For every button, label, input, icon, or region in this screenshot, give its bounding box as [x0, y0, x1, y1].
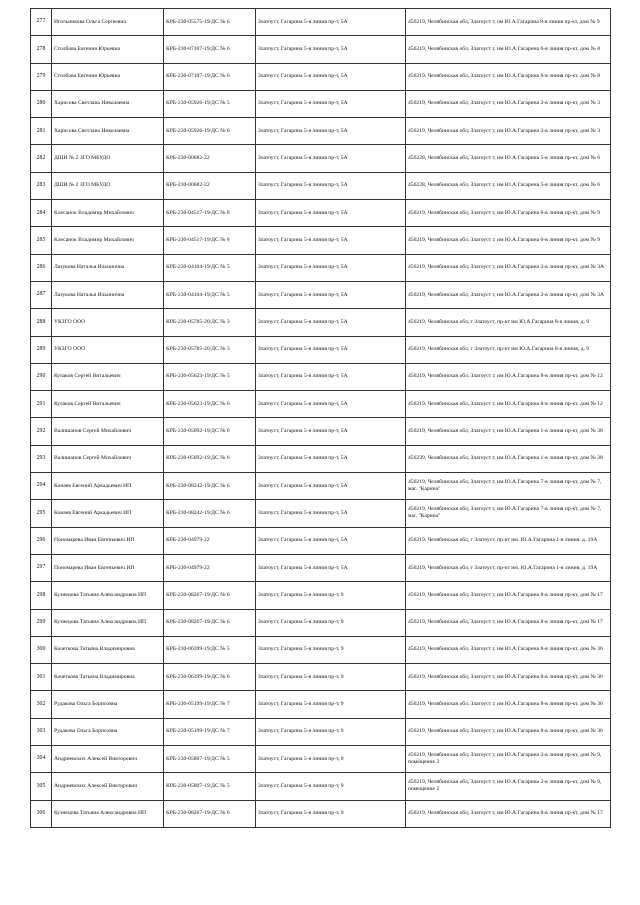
object-address: Златоуст, Гагарина 5-я линия пр-т, 5А: [256, 554, 406, 581]
contract-number: КРБ-230-05926-19/ДС № 6: [164, 118, 256, 145]
object-address: Златоуст, Гагарина 5-я линия пр-т, 9: [256, 691, 406, 718]
table-row: [31, 145, 611, 172]
row-number: 288: [31, 309, 52, 336]
contract-number: КРБ-230-05807-19/ДС № 5: [164, 773, 256, 800]
row-number: 286: [31, 254, 52, 281]
postal-address: 456219, Челябинская обл, Златоуст г, им Ю.А.Гагарина 6-я линия пр-кт, дом № 9: [406, 227, 611, 254]
contract-number: КРБ-230-08242-19/ДС № 6: [164, 500, 256, 527]
object-address: Златоуст, Гагарина 5-я линия пр-т, 5А: [256, 391, 406, 418]
subscriber-name: Пономарева Иван Евгеньевич ИП: [52, 527, 164, 554]
object-address: Златоуст, Гагарина 5-я линия пр-т, 5А: [256, 309, 406, 336]
postal-address: 456219, Челябинская обл, Златоуст г, им Ю.А.Гагарина 8-я линия пр-кт, дом № 12: [406, 363, 611, 390]
contract-number: КРБ-230-05785-20/ДС № 3: [164, 336, 256, 363]
object-address: Златоуст, Гагарина 5-я линия пр-т, 5А: [256, 227, 406, 254]
contract-number: КРБ-230-04979-22: [164, 554, 256, 581]
object-address: Златоуст, Гагарина 5-я линия пр-т, 9: [256, 664, 406, 691]
subscriber-name: УКЗГО ООО: [52, 309, 164, 336]
subscriber-name: Рудакова Ольга Борисовна: [52, 691, 164, 718]
subscriber-name: Кочеткова Татьяна Владимировна: [52, 664, 164, 691]
contract-number: КРБ-230-08267-19/ДС № 6: [164, 609, 256, 636]
postal-address: 456219, Челябинская обл, Златоуст г, им Ю.А.Гагарина 8-я линия пр-кт, дом № 17: [406, 582, 611, 609]
object-address: Златоуст, Гагарина 5-я линия пр-т, 9: [256, 800, 406, 827]
object-address: Златоуст, Гагарина 5-я линия пр-т, 9: [256, 718, 406, 745]
subscriber-name: Кочеткова Татьяна Владимировна: [52, 636, 164, 663]
postal-address: 456219, Челябинская обл, Златоуст г, им Ю.А.Гагарина 8-я линия пр-кт, дом № 36: [406, 691, 611, 718]
row-number: 305: [31, 773, 52, 800]
object-address: Златоуст, Гагарина 5-я линия пр-т, 5А: [256, 9, 406, 36]
object-address: Златоуст, Гагарина 5-я линия пр-т, 5А: [256, 363, 406, 390]
subscriber-name: Рудакова Ольга Борисовна: [52, 718, 164, 745]
subscriber-name: Кузнецова Татьяна Александровна ИП: [52, 582, 164, 609]
object-address: Златоуст, Гагарина 5-я линия пр-т, 9: [256, 609, 406, 636]
postal-address: 456219, Челябинская обл, Златоуст г, им Ю.А.Гагарина 6-я линия пр-кт, дом № 8: [406, 63, 611, 90]
table-row: [31, 691, 611, 718]
postal-address: 456239, Челябинская обл, Златоуст г, им Ю.А.Гагарина 1-я линия пр-кт, дом № 38: [406, 445, 611, 472]
contract-number: КРБ-230-08267-19/ДС № 6: [164, 582, 256, 609]
row-number: 280: [31, 90, 52, 117]
contract-number: КРБ-230-00682-22: [164, 145, 256, 172]
postal-address: 456219, Челябинская обл, Златоуст г, им Ю.А.Гагарина 8-я линия пр-кт, дом № 36: [406, 664, 611, 691]
postal-address: 456228, Челябинская обл, Златоуст г, им Ю.А.Гагарина 5-я линия пр-кт, дом № 6: [406, 145, 611, 172]
subscriber-name: Андриевских Алексей Викторович: [52, 773, 164, 800]
object-address: Златоуст, Гагарина 5-я линия пр-т, 9: [256, 636, 406, 663]
contract-number: КРБ-230-04979-22: [164, 527, 256, 554]
subscriber-name: Кузнецова Татьяна Александровна ИП: [52, 800, 164, 827]
table-row: [31, 391, 611, 418]
subscriber-name: Конаев Евгений Аркадьевич ИП: [52, 500, 164, 527]
postal-address: 456219, Челябинская обл, Златоуст г, им Ю.А.Гагарина 7-я линия пр-кт, дом № 7, маг. "Карина": [406, 473, 611, 500]
row-number: 294: [31, 473, 52, 500]
subscriber-name: Пономарева Иван Евгеньевич ИП: [52, 554, 164, 581]
postal-address: 456219, Челябинская обл, г Златоуст, пр-кт им Ю.А.Гагарина 8-я линия, д. 9: [406, 336, 611, 363]
postal-address: 456219, Челябинская обл, Златоуст г, им Ю.А.Гагарина 2-я линия пр-кт, дом № 3А: [406, 281, 611, 308]
contract-number: КРБ-230-07107-19/ДС № 6: [164, 36, 256, 63]
registry-rows: [31, 9, 611, 828]
row-number: 277: [31, 9, 52, 36]
row-number: 284: [31, 200, 52, 227]
contract-number: КРБ-230-05575-19/ДС № 6: [164, 9, 256, 36]
postal-address: 456219, Челябинская обл, Златоуст г, им Ю.А.Гагарина 8-я линия пр-кт, дом № 36: [406, 718, 611, 745]
table-row: [31, 418, 611, 445]
row-number: 297: [31, 554, 52, 581]
object-address: Златоуст, Гагарина 5-я линия пр-т, 5А: [256, 418, 406, 445]
postal-address: 456219, Челябинская обл, Златоуст г, им Ю.А.Гагарина 7-я линия пр-кт, дом № 7, маг. "Карина": [406, 500, 611, 527]
postal-address: 456219, Челябинская обл, Златоуст г, им Ю.А.Гагарина 8-я линия пр-кт, дом № 17: [406, 800, 611, 827]
table-row: [31, 636, 611, 663]
table-row: [31, 227, 611, 254]
table-row: [31, 800, 611, 827]
postal-address: 456219, Челябинская обл, г Златоуст, пр-кт им. Ю.А.Гагарина 1-я линия, д. 19А: [406, 554, 611, 581]
contract-number: КРБ-230-05807-19/ДС № 5: [164, 746, 256, 773]
row-number: 289: [31, 336, 52, 363]
row-number: 302: [31, 691, 52, 718]
table-row: [31, 445, 611, 472]
contract-number: КРБ-230-06399-19/ДС № 5: [164, 636, 256, 663]
table-row: [31, 746, 611, 773]
subscriber-name: Столбова Евгения Юрьевна: [52, 63, 164, 90]
row-number: 293: [31, 445, 52, 472]
table-row: [31, 554, 611, 581]
table-row: [31, 500, 611, 527]
table-row: [31, 336, 611, 363]
postal-address: 456219, Челябинская обл, Златоуст г, им Ю.А.Гагарина 2-я линия пр-кт, дом № 3: [406, 90, 611, 117]
row-number: 287: [31, 281, 52, 308]
table-row: [31, 363, 611, 390]
table-row: [31, 664, 611, 691]
table-row: [31, 200, 611, 227]
postal-address: 456228, Челябинская обл, Златоуст г, им Ю.А.Гагарина 5-я линия пр-кт, дом № 6: [406, 172, 611, 199]
table-row: [31, 254, 611, 281]
row-number: 292: [31, 418, 52, 445]
row-number: 291: [31, 391, 52, 418]
table-row: [31, 773, 611, 800]
object-address: Златоуст, Гагарина 5-я линия пр-т, 9: [256, 746, 406, 773]
postal-address: 456219, Челябинская обл, Златоуст г, им Ю.А.Гагарина 2-я линия пр-кт, дом № 9, помещение 2: [406, 746, 611, 773]
row-number: 303: [31, 718, 52, 745]
table-row: [31, 527, 611, 554]
row-number: 281: [31, 118, 52, 145]
contract-number: КРБ-230-04104-19/ДС № 5: [164, 281, 256, 308]
row-number: 290: [31, 363, 52, 390]
table-row: [31, 9, 611, 36]
row-number: 278: [31, 36, 52, 63]
contract-number: КРБ-230-05199-19/ДС № 7: [164, 691, 256, 718]
subscriber-name: Лазукова Наталья Ильинична: [52, 281, 164, 308]
contract-number: КРБ-230-04517-19/ДС № 8: [164, 200, 256, 227]
contract-number: КРБ-230-05692-19/ДС № 6: [164, 445, 256, 472]
postal-address: 456219, Челябинская обл, Златоуст г, им Ю.А.Гагарина 2-я линия пр-кт, дом № 9, помещение 2: [406, 773, 611, 800]
table-row: [31, 473, 611, 500]
subscriber-name: Валишанов Сергей Михайлович: [52, 418, 164, 445]
object-address: Златоуст, Гагарина 5-я линия пр-т, 5А: [256, 90, 406, 117]
row-number: 298: [31, 582, 52, 609]
table-row: [31, 118, 611, 145]
subscriber-name: Кулаков Сергей Витальевич: [52, 363, 164, 390]
contract-number: КРБ-230-05199-19/ДС № 7: [164, 718, 256, 745]
contract-number: КРБ-230-04517-19/ДС № 8: [164, 227, 256, 254]
table-row: [31, 172, 611, 199]
postal-address: 456219, Челябинская обл, Златоуст г, им Ю.А.Гагарина 8-я линия пр-кт, дом № 12: [406, 391, 611, 418]
object-address: Златоуст, Гагарина 5-я линия пр-т, 5А: [256, 36, 406, 63]
contract-number: КРБ-230-07107-19/ДС № 6: [164, 63, 256, 90]
contract-number: КРБ-230-00682-22: [164, 172, 256, 199]
row-number: 283: [31, 172, 52, 199]
contract-number: КРБ-230-06399-19/ДС № 6: [164, 664, 256, 691]
postal-address: 456219, Челябинская обл, г Златоуст, пр-кт им Ю.А.Гагарина 8-я линия, д. 9: [406, 309, 611, 336]
object-address: Златоуст, Гагарина 5-я линия пр-т, 5А: [256, 172, 406, 199]
row-number: 285: [31, 227, 52, 254]
table-row: [31, 718, 611, 745]
postal-address: 456219, Челябинская обл, Златоуст г, ом Ю.А.Гагарина 8-я линия пр-кт, дом № 9: [406, 9, 611, 36]
contract-number: КРБ-230-04104-19/ДС № 5: [164, 254, 256, 281]
table-row: [31, 63, 611, 90]
subscriber-name: Кузнецова Татьяна Александровна ИП: [52, 609, 164, 636]
subscriber-name: Клесанок Владимир Михайлович: [52, 227, 164, 254]
postal-address: 456219, Челябинская обл, Златоуст г, им Ю.А.Гагарина 1-я линия пр-кт, дом № 38: [406, 418, 611, 445]
contract-number: КРБ-230-08242-19/ДС № 6: [164, 473, 256, 500]
contract-number: КРБ-230-05623-19/ДС № 5: [164, 363, 256, 390]
contract-number: КРБ-230-05692-19/ДС № 6: [164, 418, 256, 445]
table-row: [31, 309, 611, 336]
object-address: Златоуст, Гагарина 5-я линия пр-т, 5А: [256, 118, 406, 145]
registry-table: [30, 8, 611, 828]
object-address: Златоуст, Гагарина 5-я линия пр-т, 9: [256, 773, 406, 800]
row-number: 296: [31, 527, 52, 554]
row-number: 299: [31, 609, 52, 636]
contract-number: КРБ-230-05785-20/ДС № 3: [164, 309, 256, 336]
subscriber-name: Андриевских Алексей Викторович: [52, 746, 164, 773]
contract-number: КРБ-230-05926-19/ДС № 5: [164, 90, 256, 117]
table-row: [31, 36, 611, 63]
postal-address: 456219, Челябинская обл, Златоуст г, им Ю.А.Гагарина 2-я линия пр-кт, дом № 3: [406, 118, 611, 145]
subscriber-name: ДШИ № 2 ЗГО МБУДО: [52, 145, 164, 172]
subscriber-name: Харисова Светлана Николаевна: [52, 118, 164, 145]
postal-address: 456219, Челябинская обл, Златоуст г, им Ю.А.Гагарина 2-я линия пр-кт, дом № 3А: [406, 254, 611, 281]
subscriber-name: Кулаков Сергей Витальевич: [52, 391, 164, 418]
table-row: [31, 90, 611, 117]
object-address: Златоуст, Гагарина 5-я линия пр-т, 5А: [256, 254, 406, 281]
postal-address: 456219, Челябинская обл, г Златоуст, пр-кт им. Ю.А.Гагарина 1-я линия, д. 19А: [406, 527, 611, 554]
object-address: Златоуст, Гагарина 5-я линия пр-т, 5А: [256, 527, 406, 554]
row-number: 279: [31, 63, 52, 90]
postal-address: 456219, Челябинская обл, Златоуст г, им Ю.А.Гагарина 6-я линия пр-кт, дом № 9: [406, 200, 611, 227]
subscriber-name: Харисова Светлана Николаевна: [52, 90, 164, 117]
object-address: Златоуст, Гагарина 5-я линия пр-т, 5А: [256, 445, 406, 472]
object-address: Златоуст, Гагарина 5-я линия пр-т, 5А: [256, 281, 406, 308]
postal-address: 456219, Челябинская обл, Златоуст г, им Ю.А.Гагарина 6-я линия пр-кт, дом № 8: [406, 36, 611, 63]
object-address: Златоуст, Гагарина 5-я линия пр-т, 5А: [256, 145, 406, 172]
table-row: [31, 582, 611, 609]
subscriber-name: Валишанов Сергей Михайлович: [52, 445, 164, 472]
row-number: 295: [31, 500, 52, 527]
object-address: Златоуст, Гагарина 5-я линия пр-т, 5А: [256, 336, 406, 363]
row-number: 304: [31, 746, 52, 773]
postal-address: 456219, Челябинская обл, Златоуст г, им Ю.А.Гагарина 8-я линия пр-кт, дом № 36: [406, 636, 611, 663]
subscriber-name: ДШИ № 2 ЗГО МБУДО: [52, 172, 164, 199]
contract-number: КРБ-230-05623-19/ДС № 6: [164, 391, 256, 418]
row-number: 300: [31, 636, 52, 663]
object-address: Златоуст, Гагарина 5-я линия пр-т, 9: [256, 582, 406, 609]
object-address: Златоуст, Гагарина 5-я линия пр-т, 5А: [256, 63, 406, 90]
subscriber-name: Клесанок Владимир Михайлович: [52, 200, 164, 227]
table-row: [31, 281, 611, 308]
subscriber-name: УКЗГО ООО: [52, 336, 164, 363]
table-row: [31, 609, 611, 636]
postal-address: 456219, Челябинская обл, Златоуст г, им Ю.А.Гагарина 8-я линия пр-кт, дом № 17: [406, 609, 611, 636]
object-address: Златоуст, Гагарина 5-я линия пр-т, 5А: [256, 500, 406, 527]
object-address: Златоуст, Гагарина 5-я линия пр-т, 5А: [256, 473, 406, 500]
row-number: 282: [31, 145, 52, 172]
row-number: 306: [31, 800, 52, 827]
row-number: 301: [31, 664, 52, 691]
object-address: Златоуст, Гагарина 5-я линия пр-т, 5А: [256, 200, 406, 227]
contract-number: КРБ-230-08267-19/ДС № 6: [164, 800, 256, 827]
subscriber-name: Лазукова Наталья Ильинична: [52, 254, 164, 281]
subscriber-name: Игольникова Ольга Сергеевна: [52, 9, 164, 36]
subscriber-name: Конаев Евгений Аркадьевич ИП: [52, 473, 164, 500]
subscriber-name: Столбова Евгения Юрьевна: [52, 36, 164, 63]
